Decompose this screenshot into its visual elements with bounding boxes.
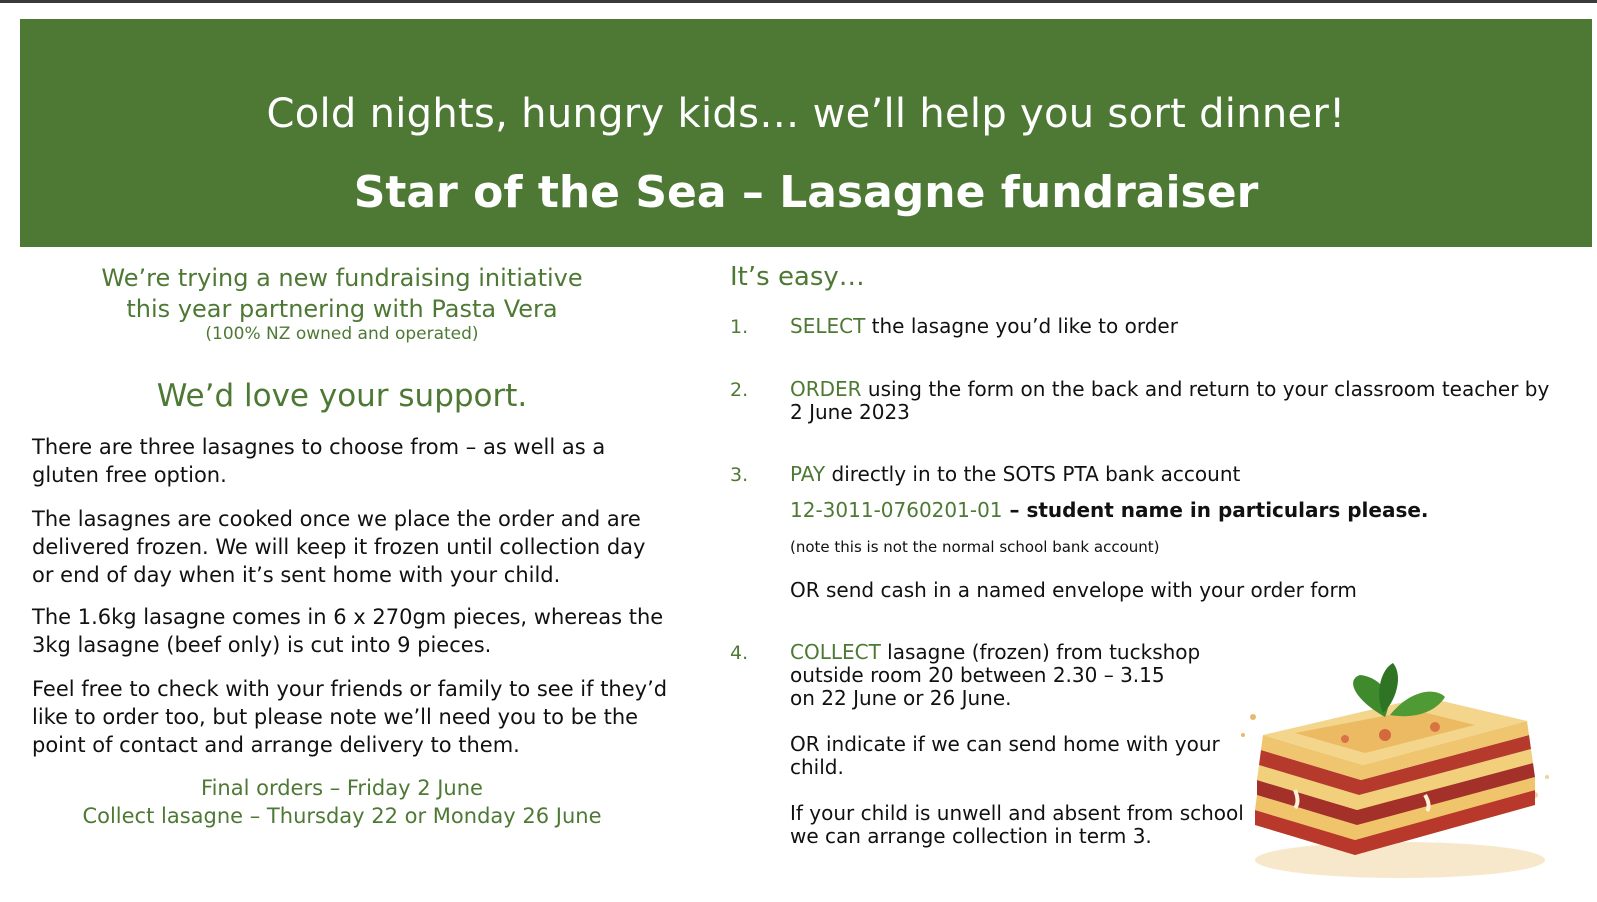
- step-2-number: 2.: [730, 379, 749, 401]
- banner-headline: Cold nights, hungry kids… we’ll help you sort dinner!: [266, 91, 1346, 137]
- bank-account-instructions: – student name in particulars please.: [1002, 498, 1429, 522]
- step-4-location: outside room 20 between 2.30 – 3.15: [790, 663, 1165, 687]
- top-border: [0, 0, 1597, 3]
- step-1: [790, 314, 1178, 338]
- step-3-number: 3.: [730, 464, 749, 486]
- step-3: [790, 462, 1240, 486]
- intro-note: (100% NZ owned and operated): [205, 324, 479, 344]
- step-4-keyword: COLLECT: [790, 640, 881, 664]
- step-3-keyword: PAY: [790, 462, 826, 486]
- intro-line-2: this year partnering with Pasta Vera: [126, 295, 558, 323]
- step-4-text: lasagne (frozen) from tuckshop: [880, 640, 1201, 664]
- unwell-note-2: we can arrange collection in term 3.: [790, 824, 1152, 848]
- paragraph-delivery: The lasagnes are cooked once we place the order and are delivered frozen. We will keep it frozen until collection day or end of day when it’s sent home with your child.: [32, 507, 646, 587]
- banner-title: Star of the Sea – Lasagne fundraiser: [353, 167, 1259, 218]
- send-home-option-2: child.: [790, 755, 844, 779]
- bank-account: [790, 498, 1429, 522]
- paragraph-options: There are three lasagnes to choose from – as well as a gluten free option.: [32, 435, 606, 487]
- bank-account-number: 12-3011-0760201-01: [790, 498, 1003, 522]
- step-1-text: the lasagne you’d like to order: [865, 314, 1178, 338]
- step-2: [790, 377, 1549, 401]
- final-orders-date: Final orders – Friday 2 June: [201, 776, 483, 800]
- support-heading: We’d love your support.: [156, 378, 528, 414]
- step-4-number: 4.: [730, 642, 749, 664]
- collect-date: Collect lasagne – Thursday 22 or Monday 26 June: [82, 804, 602, 828]
- paragraph-sizes: The 1.6kg lasagne comes in 6 x 270gm pieces, whereas the 3kg lasagne (beef only) is cut into 9 pieces.: [32, 605, 664, 657]
- unwell-note-1: If your child is unwell and absent from school: [790, 801, 1244, 825]
- paragraph-friends: Feel free to check with your friends or family to see if they’d like to order too, but please note we’ll need you to be the point of contact and arrange delivery to them.: [32, 677, 668, 757]
- step-3-text: directly in to the SOTS PTA bank account: [825, 462, 1241, 486]
- step-2-keyword: ORDER: [790, 377, 862, 401]
- step-1-keyword: SELECT: [790, 314, 866, 338]
- cash-option: OR send cash in a named envelope with your order form: [790, 578, 1357, 602]
- intro-line-1: We’re trying a new fundraising initiative: [101, 264, 583, 292]
- lasagne-illustration: [1235, 655, 1565, 885]
- step-1-number: 1.: [730, 316, 749, 338]
- step-4-dates: on 22 June or 26 June.: [790, 686, 1012, 710]
- bank-account-note: (note this is not the normal school bank account): [790, 538, 1160, 556]
- step-2-text: using the form on the back and return to your classroom teacher by: [861, 377, 1550, 401]
- steps-title: It’s easy…: [730, 262, 865, 292]
- send-home-option-1: OR indicate if we can send home with your: [790, 732, 1220, 756]
- step-4: [790, 640, 1200, 664]
- header-banner: [20, 19, 1592, 247]
- step-2-deadline: 2 June 2023: [790, 400, 910, 424]
